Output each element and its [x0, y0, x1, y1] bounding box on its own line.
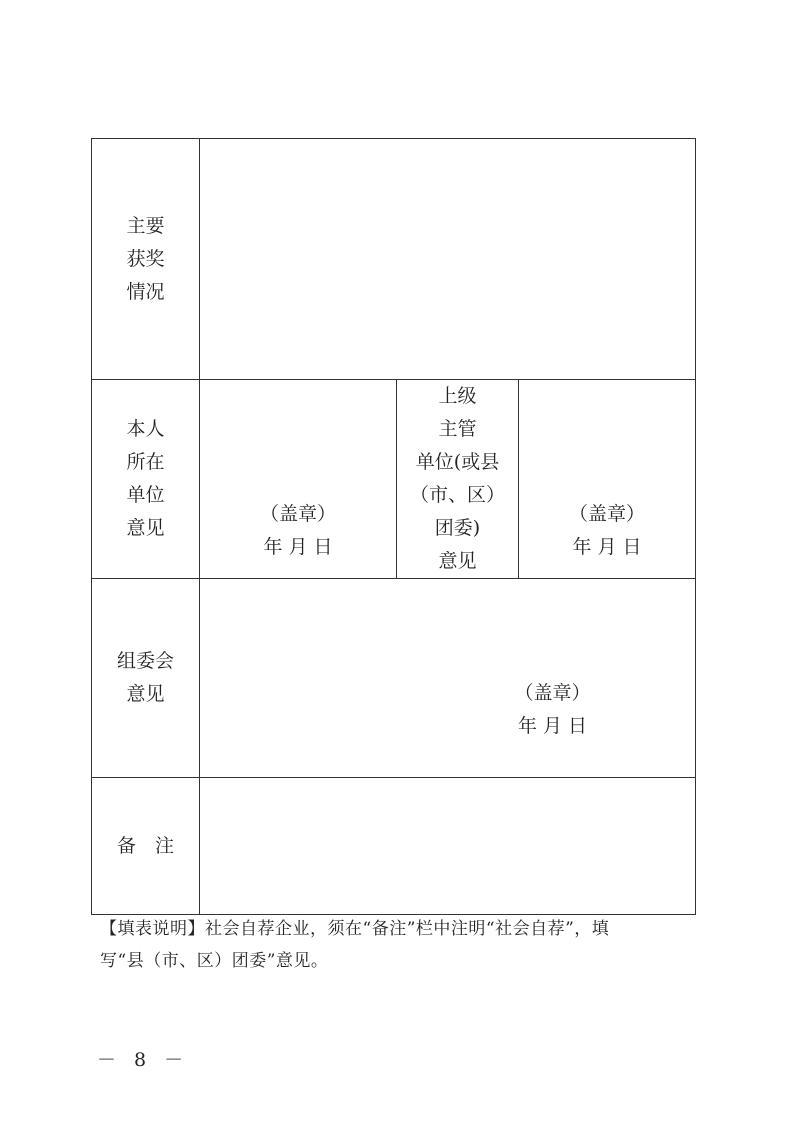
committee-label-line: 组委会	[116, 650, 174, 672]
application-form-table	[91, 138, 696, 915]
superior-opinion-label-cell	[397, 380, 519, 579]
awards-content-cell[interactable]	[200, 139, 696, 380]
superior-label-line: 上级	[438, 385, 477, 407]
superior-label-line: 主管	[438, 418, 477, 440]
unit-opinion-content-cell[interactable]	[200, 380, 397, 579]
committee-label-line: 意见	[126, 683, 165, 705]
superior-label-line: 团委)	[434, 517, 481, 539]
superior-label-line: 单位(或县	[415, 451, 500, 473]
superior-seal-text: （盖章）	[569, 503, 646, 525]
remarks-label-cell	[92, 778, 200, 915]
awards-label-line: 情况	[126, 280, 165, 303]
committee-content-cell[interactable]	[200, 579, 696, 778]
committee-date-text: 年 月 日	[517, 715, 588, 737]
unit-date-text: 年 月 日	[263, 536, 333, 558]
remarks-content-cell[interactable]	[200, 778, 696, 915]
superior-label-line: （市、区）	[409, 484, 505, 506]
committee-row	[92, 579, 696, 778]
superior-date-text: 年 月 日	[572, 536, 642, 558]
remarks-row	[92, 778, 696, 915]
unit-opinion-label-line: 单位	[126, 484, 165, 506]
superior-label-line: 意见	[438, 550, 477, 572]
awards-row	[92, 139, 696, 380]
awards-label-cell	[92, 139, 200, 380]
unit-opinion-label-cell	[92, 380, 200, 579]
unit-opinion-label-line: 所在	[126, 451, 165, 473]
remarks-label: 备 注	[116, 834, 174, 857]
committee-seal-text: （盖章）	[514, 682, 591, 704]
unit-seal-text: （盖章）	[259, 503, 336, 525]
awards-label-line: 主要	[126, 214, 165, 237]
committee-label-cell	[92, 579, 200, 778]
form-instructions	[100, 913, 700, 977]
awards-label-line: 获奖	[126, 247, 165, 270]
opinion-row	[92, 380, 696, 579]
page-number: － 8 －	[97, 1049, 190, 1071]
unit-opinion-label-line: 意见	[126, 517, 165, 539]
form-instructions-line: 写“县（市、区）团委”意见。	[100, 951, 329, 971]
unit-opinion-label-line: 本人	[126, 418, 165, 440]
form-instructions-line: 【填表说明】社会自荐企业，须在“备注”栏中注明“社会自荐”，填	[100, 919, 610, 939]
superior-opinion-content-cell[interactable]	[519, 380, 696, 579]
